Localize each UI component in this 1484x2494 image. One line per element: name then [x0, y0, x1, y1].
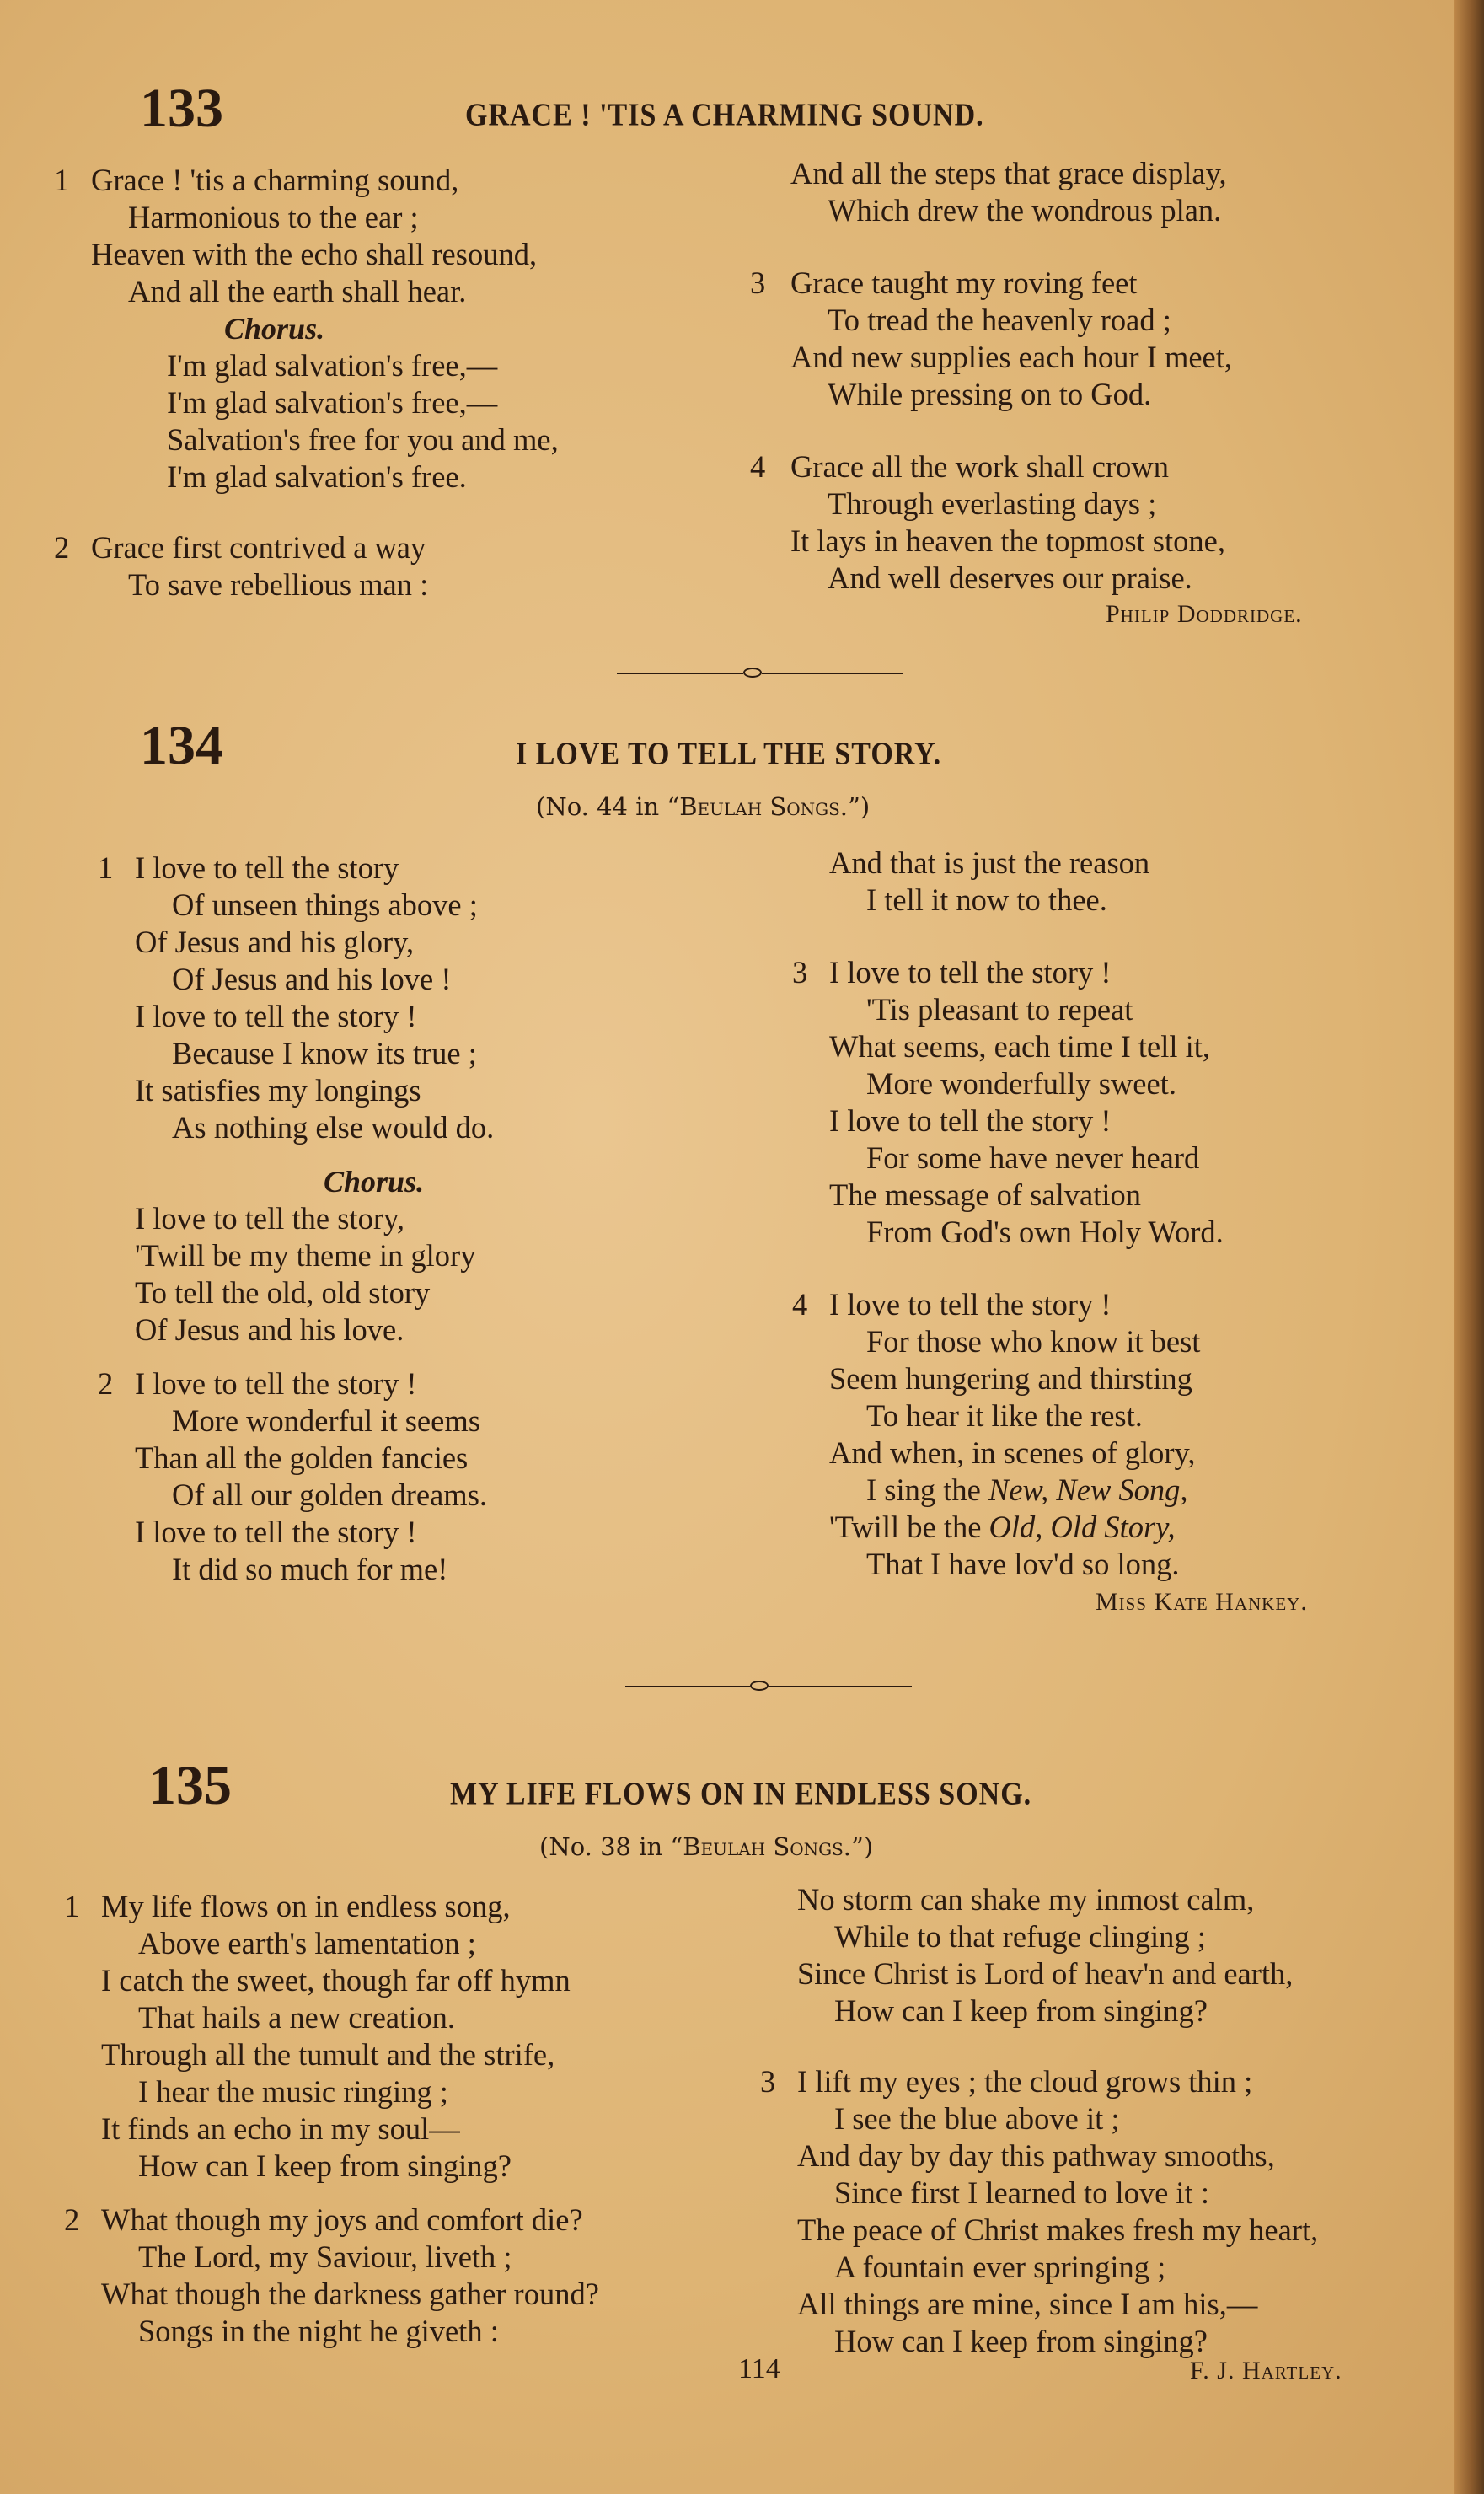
- verse-line: Grace all the work shall crown: [790, 449, 1169, 484]
- verse-line: Grace ! 'tis a charming sound,: [91, 163, 459, 197]
- verse-line: No storm can shake my inmost calm,: [797, 1882, 1255, 1917]
- hymn-134-title: I LOVE TO TELL THE STORY.: [516, 737, 942, 772]
- verse-number: 1: [64, 1889, 80, 1923]
- verse-line: It satisfies my longings: [135, 1073, 421, 1108]
- chorus-heading: Chorus.: [324, 1165, 425, 1199]
- verse-number: 4: [792, 1287, 808, 1322]
- verse-line: Songs in the night he giveth :: [138, 2314, 499, 2348]
- verse-line: My life flows on in endless song,: [101, 1889, 511, 1923]
- verse-line: I'm glad salvation's free,—: [167, 385, 498, 420]
- verse-line: I love to tell the story !: [135, 1366, 417, 1401]
- verse-line: I'm glad salvation's free.: [167, 459, 467, 494]
- verse-line: I love to tell the story !: [829, 1103, 1112, 1138]
- verse-line: Of Jesus and his love.: [135, 1312, 404, 1347]
- verse-line: Seem hungering and thirsting: [829, 1361, 1192, 1396]
- verse-line: What seems, each time I tell it,: [829, 1029, 1211, 1064]
- verse-number: 2: [54, 530, 70, 565]
- verse-line: Than all the golden fancies: [135, 1440, 469, 1475]
- verse-line: And all the earth shall hear.: [128, 274, 467, 308]
- verse-line: And day by day this pathway smooths,: [797, 2138, 1275, 2173]
- verse-line: What though the darkness gather round?: [101, 2277, 599, 2311]
- verse-number: 1: [98, 850, 114, 885]
- verse-line: A fountain ever springing ;: [834, 2250, 1166, 2284]
- verse-number: 4: [750, 449, 766, 484]
- verse-line: Of unseen things above ;: [172, 888, 478, 922]
- hymn-135-number: 135: [148, 1755, 232, 1816]
- verse-line: I see the blue above it ;: [834, 2101, 1120, 2136]
- verse-line: The peace of Christ makes fresh my heart,: [797, 2212, 1319, 2247]
- hymn-134-number: 134: [140, 715, 223, 776]
- verse-line: Of Jesus and his glory,: [135, 925, 415, 959]
- verse-line: Of Jesus and his love !: [172, 962, 452, 996]
- verse-line: And that is just the reason: [829, 845, 1150, 880]
- verse-number: 2: [64, 2202, 80, 2237]
- verse-line: I tell it now to thee.: [866, 882, 1107, 917]
- verse-line: And all the steps that grace display,: [790, 156, 1227, 190]
- verse-line: To tread the heavenly road ;: [828, 303, 1171, 337]
- verse-line: The message of salvation: [829, 1177, 1141, 1212]
- verse-line: It did so much for me!: [172, 1552, 448, 1586]
- verse-line: 'Twill be my theme in glory: [135, 1238, 476, 1273]
- verse-line: Heaven with the echo shall resound,: [91, 237, 538, 271]
- section-divider: [617, 664, 903, 683]
- verse-line: How can I keep from singing?: [138, 2148, 512, 2183]
- verse-line: I hear the music ringing ;: [138, 2074, 448, 2109]
- verse-line: How can I keep from singing?: [834, 1993, 1208, 2028]
- verse-line: To save rebellious man :: [128, 567, 429, 602]
- verse-line: From God's own Holy Word.: [866, 1215, 1224, 1249]
- verse-line: Since Christ is Lord of heav'n and earth,: [797, 1956, 1294, 1991]
- verse-line: Grace taught my roving feet: [790, 265, 1138, 300]
- verse-line: I love to tell the story !: [829, 955, 1112, 990]
- verse-line: Which drew the wondrous plan.: [828, 193, 1222, 228]
- verse-line: To hear it like the rest.: [866, 1398, 1143, 1433]
- verse-line: I love to tell the story: [135, 850, 399, 885]
- verse-line: To tell the old, old story: [135, 1275, 431, 1310]
- verse-line: And when, in scenes of glory,: [829, 1435, 1196, 1470]
- hymn-135-subtitle: (No. 38 in “Beulah Songs.”): [539, 1832, 874, 1861]
- italic-phrase: Old, Old Story,: [988, 1510, 1176, 1544]
- chorus-heading: Chorus.: [224, 312, 325, 346]
- verse-line: More wonderfully sweet.: [866, 1066, 1176, 1101]
- hymn-135-author: F. J. Hartley.: [1190, 2357, 1342, 2384]
- verse-line: While to that refuge clinging ;: [834, 1919, 1206, 1954]
- verse-line: 'Twill be the Old, Old Story,: [829, 1510, 1176, 1544]
- hymn-135-title: MY LIFE FLOWS ON IN ENDLESS SONG.: [450, 1777, 1032, 1812]
- verse-line: Since first I learned to love it :: [834, 2175, 1209, 2210]
- verse-line: I love to tell the story !: [829, 1287, 1112, 1322]
- verse-line: I catch the sweet, though far off hymn: [101, 1963, 571, 1998]
- verse-number: 3: [760, 2064, 776, 2099]
- verse-line: I lift my eyes ; the cloud grows thin ;: [797, 2064, 1253, 2099]
- verse-line: Through all the tumult and the strife,: [101, 2037, 555, 2072]
- verse-line: Grace first contrived a way: [91, 530, 426, 565]
- verse-number: 3: [750, 265, 766, 300]
- verse-line: It lays in heaven the topmost stone,: [790, 523, 1225, 558]
- verse-line: For some have never heard: [866, 1140, 1200, 1175]
- verse-line: Because I know its true ;: [172, 1036, 477, 1070]
- verse-line: As nothing else would do.: [172, 1110, 495, 1145]
- verse-line: Above earth's lamentation ;: [138, 1926, 476, 1960]
- verse-line: More wonderful it seems: [172, 1403, 480, 1438]
- verse-line: Salvation's free for you and me,: [167, 422, 559, 457]
- verse-line: And well deserves our praise.: [828, 560, 1192, 595]
- hymn-133-number: 133: [140, 78, 223, 139]
- verse-line: Harmonious to the ear ;: [128, 200, 419, 234]
- page-number: 114: [738, 2353, 780, 2384]
- verse-line: That hails a new creation.: [138, 2000, 455, 2035]
- hymn-134-subtitle: (No. 44 in “Beulah Songs.”): [536, 792, 871, 821]
- verse-line: Of all our golden dreams.: [172, 1478, 488, 1512]
- verse-number: 3: [792, 955, 808, 990]
- hymn-133-title: GRACE ! 'TIS A CHARMING SOUND.: [465, 98, 984, 133]
- verse-number: 2: [98, 1366, 114, 1401]
- verse-line: I sing the New, New Song,: [866, 1472, 1188, 1507]
- verse-line: I love to tell the story !: [135, 1515, 417, 1549]
- verse-line: I love to tell the story,: [135, 1201, 404, 1236]
- verse-line: How can I keep from singing?: [834, 2324, 1208, 2358]
- verse-line: For those who know it best: [866, 1324, 1201, 1359]
- page-edge: [1454, 0, 1484, 2494]
- italic-phrase: New, New Song,: [988, 1472, 1188, 1507]
- verse-line: I'm glad salvation's free,—: [167, 348, 498, 383]
- verse-line: What though my joys and comfort die?: [101, 2202, 583, 2237]
- section-divider: [625, 1677, 912, 1696]
- verse-line: I love to tell the story !: [135, 999, 417, 1033]
- hymn-133-author: Philip Doddridge.: [1106, 600, 1303, 628]
- verse-line: While pressing on to God.: [828, 377, 1152, 411]
- verse-number: 1: [54, 163, 70, 197]
- verse-line: Through everlasting days ;: [828, 486, 1157, 521]
- verse-line: 'Tis pleasant to repeat: [866, 992, 1133, 1027]
- verse-line: All things are mine, since I am his,—: [797, 2287, 1258, 2321]
- verse-line: It finds an echo in my soul—: [101, 2111, 460, 2146]
- verse-line: That I have lov'd so long.: [866, 1547, 1180, 1581]
- hymn-134-author: Miss Kate Hankey.: [1096, 1588, 1308, 1616]
- verse-line: And new supplies each hour I meet,: [790, 340, 1233, 374]
- verse-line: The Lord, my Saviour, liveth ;: [138, 2239, 512, 2274]
